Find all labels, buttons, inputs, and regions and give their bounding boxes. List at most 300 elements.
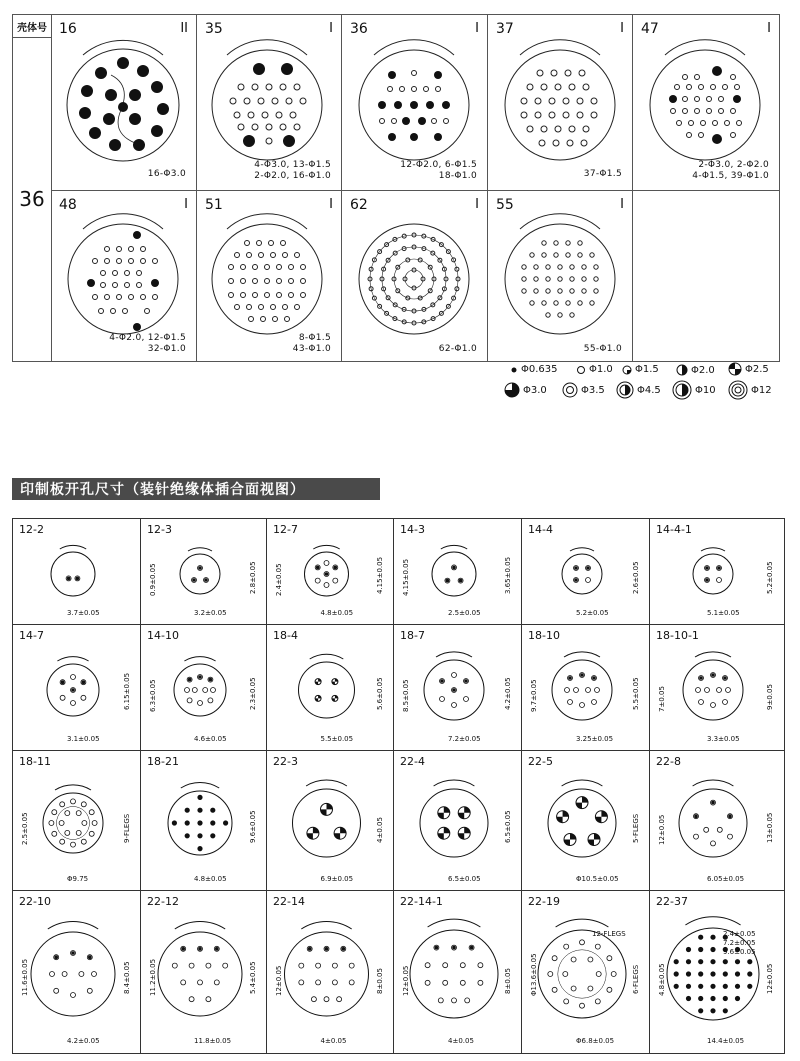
empty-cell	[633, 191, 779, 361]
cutout-cell	[141, 751, 267, 891]
contact-hole	[596, 972, 601, 977]
contact-hole	[203, 688, 208, 693]
contact-hole	[420, 789, 488, 857]
contact-hole	[215, 947, 218, 950]
cutout-cell	[522, 751, 650, 891]
contact-hole	[332, 980, 337, 985]
contact-hole	[349, 980, 354, 985]
dimension-label: 5.5±0.05	[632, 677, 640, 710]
dimension-label: 9.7±0.05	[530, 679, 538, 712]
contact-hole	[452, 703, 457, 708]
dimension-label: 0.9±0.05	[149, 563, 157, 596]
contact-hole	[193, 579, 196, 582]
cutout-cell	[394, 519, 522, 625]
insert-cell	[488, 191, 633, 361]
insert-number: 36	[350, 21, 368, 37]
contact-hole	[580, 1003, 585, 1008]
contact-hole	[65, 830, 70, 835]
dimension-label: 7±0.05	[658, 686, 666, 712]
contact-hole	[465, 998, 470, 1003]
cutout-label: 14-10	[147, 629, 179, 642]
dimension-label: 9.6±0.05	[249, 810, 257, 843]
contact-hole	[71, 701, 76, 706]
cutout-label: 22-4	[400, 755, 425, 768]
ring-icon	[562, 382, 578, 398]
contact-hole	[686, 972, 690, 976]
contact-hole	[425, 963, 430, 968]
contact-hole	[185, 821, 189, 825]
contact-hole	[552, 956, 557, 961]
dimension-label: 3.3±0.05	[707, 735, 740, 743]
contact-hole	[76, 811, 81, 816]
dimension-label: 2.4±0.05	[723, 930, 756, 938]
contact-hole	[464, 697, 469, 702]
contact-hole	[735, 984, 739, 988]
dimension-label: Φ6.8±0.05	[576, 1037, 615, 1045]
contact-hole	[315, 578, 320, 583]
dimension-label: 6.15±0.05	[123, 672, 131, 710]
cutout-diagram	[13, 891, 141, 1053]
contact-hole	[92, 821, 97, 826]
contact-hole	[332, 963, 337, 968]
contact-hole	[198, 834, 202, 838]
dimension-label: Φ10.5±0.05	[576, 875, 619, 883]
cutout-cell	[394, 625, 522, 751]
contact-hole	[607, 987, 612, 992]
contact-hole	[679, 789, 747, 857]
insert-number: 37	[496, 21, 514, 37]
cutout-cell	[267, 751, 394, 891]
dimension-label: 6.9±0.05	[320, 875, 354, 883]
cutout-diagram	[394, 891, 522, 1053]
contact-hole	[712, 674, 715, 677]
contact-hole	[564, 944, 569, 949]
contact-hole	[699, 700, 704, 705]
cutout-cell	[394, 891, 522, 1053]
dimension-label: 11.8±0.05	[194, 1037, 232, 1045]
contact-hole	[299, 980, 304, 985]
contact-hole	[185, 688, 190, 693]
insert-37-diagram	[488, 15, 633, 191]
contact-hole	[211, 821, 215, 825]
legend-item: Φ12	[728, 380, 772, 400]
cutout-diagram	[650, 625, 784, 751]
dimension-label: 5.1±0.05	[707, 609, 740, 617]
dimension-label: 2.3±0.05	[249, 677, 257, 710]
contact-hole	[71, 993, 76, 998]
insert-cell	[633, 15, 779, 191]
contact-hole	[723, 972, 727, 976]
contact-hole	[580, 940, 585, 945]
contact-hole	[198, 701, 203, 706]
contact-hole	[211, 834, 215, 838]
small-circle-icon	[576, 365, 586, 375]
contact-hole	[199, 567, 202, 570]
insert-key: I	[767, 21, 771, 36]
insert-key: I	[475, 21, 479, 36]
contact-hole	[699, 947, 703, 951]
cutout-diagram	[13, 625, 141, 751]
contact-hole	[706, 567, 709, 570]
contact-hole	[198, 795, 202, 799]
contact-hole	[571, 957, 576, 962]
cutout-label: 22-5	[528, 755, 553, 768]
contact-hole	[82, 681, 85, 684]
insert-spec: 4-Φ3.0, 13-Φ1.5 2-Φ2.0, 16-Φ1.0	[254, 160, 331, 181]
dimension-label: 2.6±0.05	[632, 561, 640, 594]
contact-hole	[198, 821, 202, 825]
dimension-label: 6-FLEGS	[632, 964, 640, 994]
cutout-label: 12-7	[273, 523, 298, 536]
contact-hole	[711, 984, 715, 988]
dimension-label: 8±0.05	[504, 968, 512, 994]
contact-hole	[76, 577, 79, 580]
contact-hole	[324, 583, 329, 588]
dimension-label: 5.6±0.05	[376, 677, 384, 710]
contact-hole	[574, 688, 579, 693]
cutout-cell	[522, 625, 650, 751]
cutout-label: 22-12	[147, 895, 179, 908]
dimension-label: 2.8±0.05	[249, 561, 257, 594]
contact-hole	[459, 579, 462, 582]
dimension-label: 7.2±0.05	[723, 939, 756, 947]
insert-key: I	[329, 197, 333, 212]
contact-hole	[172, 821, 176, 825]
contact-hole	[333, 578, 338, 583]
cutout-cell	[141, 625, 267, 751]
contact-hole	[674, 984, 678, 988]
contact-hole	[55, 956, 58, 959]
dimension-label: 12±0.05	[766, 963, 774, 994]
contact-hole	[460, 963, 465, 968]
cutout-cell	[522, 891, 650, 1053]
contact-hole	[470, 946, 473, 949]
cutout-label: 14-3	[400, 523, 425, 536]
insert-cell	[197, 15, 342, 191]
contact-hole	[54, 988, 59, 993]
insert-number: 48	[59, 197, 77, 213]
dimension-label: 4.8±0.05	[320, 609, 354, 617]
contact-hole	[60, 695, 65, 700]
contact-hole	[588, 986, 593, 991]
insert-55-diagram	[488, 191, 633, 361]
contact-hole	[82, 821, 87, 826]
contact-hole	[324, 561, 329, 566]
contact-hole	[748, 984, 752, 988]
contact-hole	[198, 846, 202, 850]
insert-key: I	[620, 21, 624, 36]
cutout-cell	[13, 519, 141, 625]
contact-hole	[595, 944, 600, 949]
contact-hole	[172, 963, 177, 968]
insert-number: 55	[496, 197, 514, 213]
contact-hole	[57, 807, 90, 840]
dimension-label: 3.1±0.05	[67, 735, 100, 743]
cutout-label: 22-37	[656, 895, 688, 908]
dimension-label: 6.5±0.05	[448, 875, 481, 883]
contact-hole	[564, 999, 569, 1004]
contact-hole	[206, 963, 211, 968]
contact-hole	[699, 996, 703, 1000]
insert-number: 51	[205, 197, 223, 213]
contact-hole	[43, 793, 103, 853]
dimension-label: 11.6±0.05	[21, 958, 29, 996]
contact-hole	[158, 932, 242, 1016]
contact-hole	[60, 839, 65, 844]
contact-hole	[571, 986, 576, 991]
contact-hole	[717, 688, 722, 693]
contact-hole	[699, 984, 703, 988]
contact-hole	[59, 821, 64, 826]
insert-spec: 16-Φ3.0	[147, 169, 186, 179]
contact-hole	[79, 972, 84, 977]
cutout-cell	[650, 751, 784, 891]
contact-hole	[735, 972, 739, 976]
dimension-label: 4.15±0.05	[376, 556, 384, 594]
contact-hole	[189, 997, 194, 1002]
contact-hole	[699, 1009, 703, 1013]
dimension-label: 12±0.05	[658, 814, 666, 845]
cutout-label: 22-8	[656, 755, 681, 768]
cutout-label: 22-19	[528, 895, 560, 908]
cutout-label: 22-14	[273, 895, 305, 908]
contact-hole	[607, 956, 612, 961]
contact-hole	[704, 827, 709, 832]
cutout-diagram	[394, 625, 522, 751]
contact-hole	[728, 834, 733, 839]
dimension-label: 5.2±0.05	[576, 609, 609, 617]
dimension-label: 6.3±0.05	[149, 679, 157, 712]
contact-hole	[214, 980, 219, 985]
dimension-label: 4.8±0.05	[194, 875, 227, 883]
contact-hole	[686, 947, 690, 951]
contact-hole	[181, 980, 186, 985]
contact-hole	[443, 980, 448, 985]
dimension-label: 4±0.05	[448, 1037, 474, 1045]
contact-hole	[185, 834, 189, 838]
cutout-label: 14-7	[19, 629, 44, 642]
contact-hole	[611, 972, 616, 977]
contact-hole	[453, 689, 456, 692]
cutout-cell	[13, 891, 141, 1053]
contact-hole	[588, 957, 593, 962]
dimension-label: 12±0.05	[275, 965, 283, 996]
contact-hole	[729, 815, 732, 818]
contact-hole	[723, 1009, 727, 1013]
contact-hole	[65, 811, 70, 816]
dimension-label: 6.5±0.05	[504, 810, 512, 843]
contact-hole	[452, 998, 457, 1003]
contact-hole	[562, 554, 602, 594]
cutout-diagram	[13, 751, 141, 891]
legend-item: Φ2.5	[728, 362, 769, 376]
cutout-diagram	[650, 891, 784, 1053]
contact-hole	[587, 567, 590, 570]
contact-hole	[595, 688, 600, 693]
cutout-cell	[650, 519, 784, 625]
contact-hole	[209, 678, 212, 681]
contact-hole	[711, 960, 715, 964]
contact-hole	[60, 802, 65, 807]
contact-hole	[674, 972, 678, 976]
legend-item: Φ10	[672, 380, 716, 400]
contact-hole	[723, 960, 727, 964]
contact-hole	[199, 947, 202, 950]
contact-hole	[324, 997, 329, 1002]
dimension-label: 12-FLEGS	[592, 930, 626, 938]
double-ring-icon	[728, 380, 748, 400]
contact-hole	[699, 972, 703, 976]
contact-hole	[711, 1009, 715, 1013]
contact-hole	[552, 987, 557, 992]
contact-hole	[593, 677, 596, 680]
contact-hole	[31, 932, 115, 1016]
contact-hole	[696, 688, 701, 693]
contact-hole	[711, 947, 715, 951]
contact-hole	[693, 554, 733, 594]
contact-hole	[581, 674, 584, 677]
cutout-diagram	[522, 625, 650, 751]
contact-hole	[575, 579, 578, 582]
legend-item: Φ1.0	[576, 364, 613, 375]
contact-hole	[724, 677, 727, 680]
legend-item: Φ3.5	[562, 382, 605, 398]
contact-hole	[711, 996, 715, 1000]
contact-hole	[299, 662, 355, 718]
cutout-cell	[267, 625, 394, 751]
contact-hole	[81, 802, 86, 807]
dimension-label: 5.5±0.05	[320, 735, 354, 743]
dimension-label: 13±0.05	[766, 812, 774, 843]
insert-key: I	[184, 197, 188, 212]
contact-hole	[569, 677, 572, 680]
contact-hole	[92, 972, 97, 977]
insert-spec: 55-Φ1.0	[583, 344, 622, 354]
cutout-cell	[267, 519, 394, 625]
contact-hole	[748, 972, 752, 976]
cutout-cell	[522, 519, 650, 625]
insert-key: I	[329, 21, 333, 36]
contact-hole	[735, 996, 739, 1000]
dimension-label: 5.4±0.05	[249, 961, 257, 994]
contact-hole	[206, 997, 211, 1002]
contact-hole	[51, 552, 95, 596]
dimension-label: 4±0.05	[320, 1037, 347, 1045]
contact-hole	[89, 810, 94, 815]
dimension-label: 5.2±0.05	[766, 561, 774, 594]
contact-hole	[586, 578, 591, 583]
contact-hole	[717, 827, 722, 832]
contact-hole	[199, 676, 202, 679]
contact-hole	[285, 932, 369, 1016]
contact-hole	[81, 839, 86, 844]
contact-hole	[299, 963, 304, 968]
cutout-label: 18-21	[147, 755, 179, 768]
contact-hole	[334, 566, 337, 569]
contact-hole	[699, 935, 703, 939]
contact-hole	[198, 980, 203, 985]
contact-hole	[76, 830, 81, 835]
contact-hole	[452, 673, 457, 678]
cutout-cell	[394, 751, 522, 891]
half-icon	[676, 364, 688, 376]
dimension-label: 3.65±0.05	[504, 556, 512, 594]
contact-hole	[62, 972, 67, 977]
dimension-label: 8.4±0.05	[123, 961, 131, 994]
contact-hole	[180, 554, 220, 594]
contact-hole	[189, 963, 194, 968]
dimension-label: 2.5±0.05	[21, 812, 29, 845]
contact-hole	[52, 810, 57, 815]
contact-hole	[699, 960, 703, 964]
contact-hole	[87, 988, 92, 993]
insert-arrangement-table	[12, 14, 780, 362]
dimension-label: 8±0.05	[376, 968, 384, 994]
contact-hole	[432, 552, 476, 596]
insert-number: 47	[641, 21, 659, 37]
contact-hole	[198, 808, 202, 812]
dimension-label: 5-FLEGS	[632, 813, 640, 843]
dimension-label: 3.2±0.05	[194, 609, 227, 617]
insert-key: II	[180, 21, 188, 36]
contact-hole	[686, 984, 690, 988]
contact-hole	[349, 963, 354, 968]
contact-hole	[208, 698, 213, 703]
contact-hole	[538, 930, 626, 1018]
legend-item: Φ2.0	[676, 364, 715, 376]
contact-hole	[686, 960, 690, 964]
contact-hole	[182, 947, 185, 950]
cutout-diagram	[522, 891, 650, 1053]
dimension-label: Φ13.6±0.05	[530, 953, 538, 996]
contact-hole	[71, 675, 76, 680]
contact-hole	[88, 956, 91, 959]
contact-hole	[342, 947, 345, 950]
contact-hole	[726, 688, 731, 693]
contact-hole	[674, 960, 678, 964]
contact-hole	[223, 821, 227, 825]
contact-hole	[586, 688, 591, 693]
insert-spec: 12-Φ2.0, 6-Φ1.5 18-Φ1.0	[400, 160, 477, 181]
contact-hole	[192, 688, 197, 693]
insert-spec: 8-Φ1.5 43-Φ1.0	[292, 333, 331, 354]
section-title: 印制板开孔尺寸（装针绝缘体插合面视图）	[12, 478, 380, 500]
insert-cell	[51, 15, 197, 191]
cutout-cell	[267, 891, 394, 1053]
pcb-cutout-grid	[12, 518, 785, 1054]
contact-hole	[61, 681, 64, 684]
cutout-label: 22-14-1	[400, 895, 443, 908]
cutout-label: 22-10	[19, 895, 51, 908]
contact-hole	[185, 808, 189, 812]
dimension-label: 2.4±0.05	[275, 563, 283, 596]
contact-hole	[438, 998, 443, 1003]
contact-hole	[410, 930, 498, 1018]
cutout-label: 18-10-1	[656, 629, 699, 642]
contact-hole	[205, 579, 208, 582]
cutout-label: 18-4	[273, 629, 298, 642]
contact-hole	[723, 996, 727, 1000]
dimension-label: 7.2±0.05	[448, 735, 481, 743]
contact-hole	[700, 677, 703, 680]
contact-hole	[81, 695, 86, 700]
contact-hole	[325, 573, 328, 576]
contact-hole	[71, 842, 76, 847]
contact-hole	[425, 980, 430, 985]
contact-hole	[695, 815, 698, 818]
contact-hole	[718, 567, 721, 570]
dimension-label: 4.2±0.05	[67, 1037, 100, 1045]
